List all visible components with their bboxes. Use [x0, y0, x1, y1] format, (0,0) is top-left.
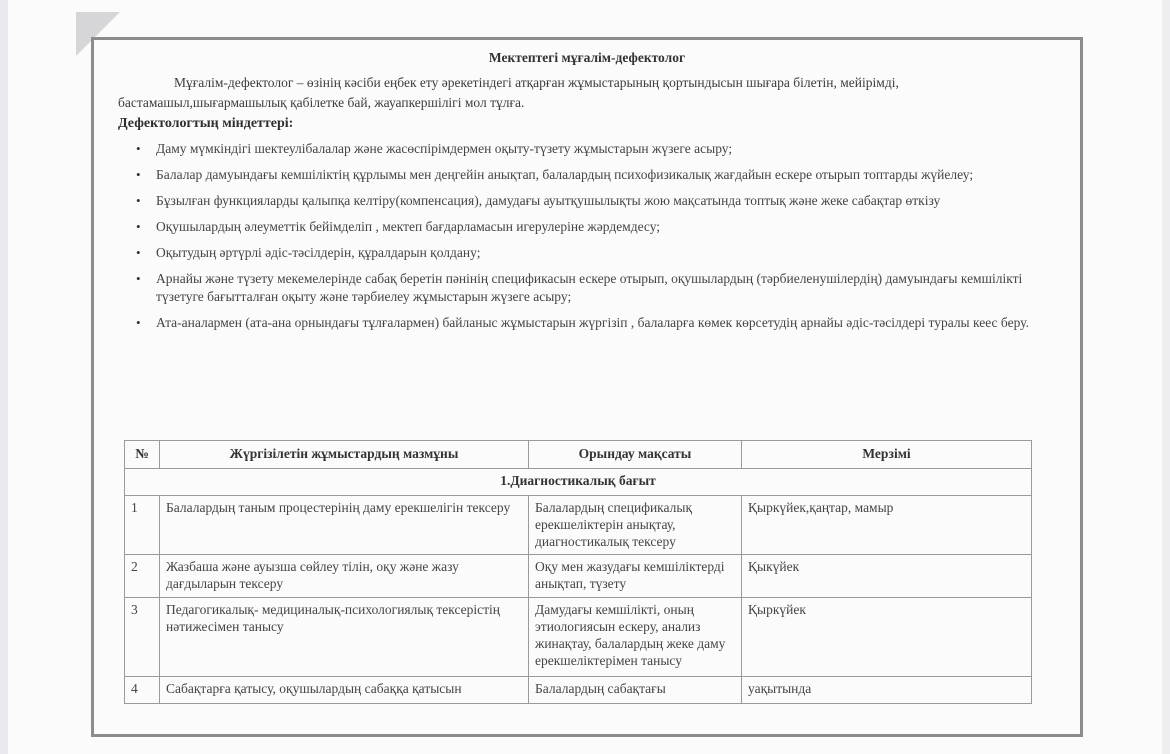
duty-text: Бұзылған функцияларды қалыпқа келтіру(компенсация), дамудағы ауытқушылықты жою мақсатында топтық және жеке сабақтар өткізу — [156, 193, 941, 208]
row-content: Педагогикалық- медициналық-психологиялық тексерістің нәтижесімен танысу — [160, 598, 529, 677]
duty-item — [132, 166, 1052, 184]
row-number: 4 — [125, 677, 160, 704]
duty-item — [132, 192, 1052, 210]
row-number: 3 — [125, 598, 160, 677]
duty-text: Оқушылардың әлеуметтік бейімделіп , мектеп бағдарламасын игерулеріне жәрдемдесу; — [156, 219, 661, 234]
bullet-icon: • — [136, 167, 141, 182]
table-row — [125, 496, 1032, 555]
header-goal: Орындау мақсаты — [529, 441, 742, 469]
viewer-right-edge — [1162, 0, 1170, 754]
header-content: Жүргізілетін жұмыстардың мазмұны — [160, 441, 529, 469]
row-deadline: уақытында — [742, 677, 1032, 704]
duties-list — [132, 140, 1052, 340]
bullet-icon: • — [136, 219, 141, 234]
table-row — [125, 598, 1032, 677]
bullet-icon: • — [136, 271, 141, 286]
document-title: Мектептегі мұғалім-дефектолог — [488, 50, 686, 65]
row-goal: Дамудағы кемшілікті, оның этиологиясын ескеру, анализ жинақтау, балалардың жеке даму ерекшеліктерімен танысу — [529, 598, 742, 677]
document-page — [8, 0, 1162, 754]
duty-text: Оқытудың әртүрлі әдіс-тәсілдерін, құралдарын қолдану; — [156, 245, 481, 260]
table-header-row — [125, 441, 1032, 469]
duty-item — [132, 270, 1052, 306]
intro-paragraph: Мұғалім-дефектолог – өзінің кәсіби еңбек ету әрекетіндегі атқарған жұмыстарының қортындысын шығара білетін, мейірімді, бастамашыл,шығармашылық қабілетке бай, жауапкершілігі мол тұлға. — [118, 75, 899, 110]
row-content: Сабақтарға қатысу, оқушылардың сабаққа қатысын — [160, 677, 529, 704]
row-deadline: Қыкүйек — [742, 555, 1032, 598]
table-row — [125, 677, 1032, 704]
duty-text: Ата-аналармен (ата-ана орнындағы тұлғалармен) байланыс жұмыстарын жүргізіп , балаларға көмек көрсетудің арнайы әдіс-тәсілдері туралы кеес беру. — [156, 315, 1029, 330]
header-deadline: Мерзімі — [742, 441, 1032, 469]
row-deadline: Қыркүйек,қаңтар, мамыр — [742, 496, 1032, 555]
duty-text: Арнайы және түзету мекемелерінде сабақ беретін пәнінің спецификасын ескере отырып, оқушылардың (тәрбиеленушілердің) дамуындағы кемшілікті түзетуге бағытталған оқыту және тәрбиелеу жұмыстарын жүзеге асыру; — [156, 271, 1023, 304]
row-deadline: Қыркүйек — [742, 598, 1032, 677]
duty-item — [132, 140, 1052, 158]
duty-item — [132, 244, 1052, 262]
section-title: 1.Диагностикалық бағыт — [125, 469, 1032, 496]
duties-heading: Дефектологтың міндеттері: — [118, 116, 294, 131]
duty-text: Даму мүмкіндігі шектеулібалалар және жасөспірімдермен оқыту-түзету жұмыстарын жүзеге асыру; — [156, 141, 733, 156]
row-goal: Балалардың спецификалық ерекшеліктерін анықтау, диагностикалық тексеру — [529, 496, 742, 555]
row-content: Жазбаша және ауызша сөйлеу тілін, оқу және жазу дағдыларын тексеру — [160, 555, 529, 598]
bullet-icon: • — [136, 193, 141, 208]
bullet-icon: • — [136, 245, 141, 260]
duty-item — [132, 218, 1052, 236]
table-row — [125, 555, 1032, 598]
header-number: № — [125, 441, 160, 469]
viewer-left-edge — [0, 0, 8, 754]
row-goal: Оқу мен жазудағы кемшіліктерді анықтап, түзету — [529, 555, 742, 598]
row-content: Балалардың таным процестерінің даму ерекшелігін тексеру — [160, 496, 529, 555]
row-goal: Балалардың сабақтағы — [529, 677, 742, 704]
duty-item — [132, 314, 1052, 332]
bullet-icon: • — [136, 315, 141, 330]
section-row — [125, 469, 1032, 496]
row-number: 2 — [125, 555, 160, 598]
work-plan-table — [124, 440, 1032, 704]
row-number: 1 — [125, 496, 160, 555]
bullet-icon: • — [136, 141, 141, 156]
duty-text: Балалар дамуындағы кемшіліктің құрлымы мен деңгейін анықтап, балалардың психофизикалық жағдайын ескере отырып топтарды жүйелеу; — [156, 167, 974, 182]
page-border — [91, 37, 1083, 737]
